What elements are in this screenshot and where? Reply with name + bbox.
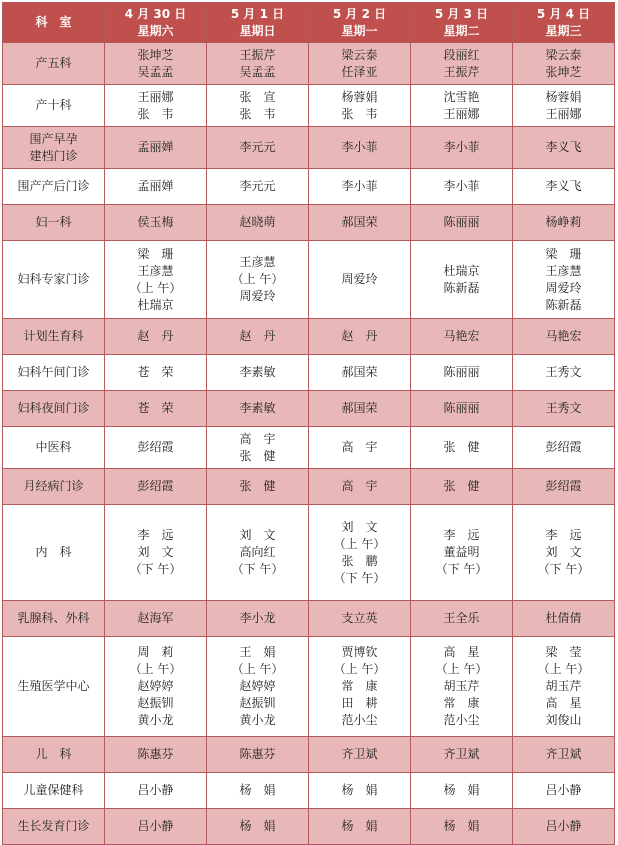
duty-cell (105, 469, 207, 505)
doctor-name: 陈丽丽 (443, 365, 480, 379)
doctor-name: （上 午） (129, 662, 182, 676)
doctor-name: 杨蓉娟 (545, 89, 582, 104)
department-name: 中医科 (35, 440, 72, 454)
duty-cell (309, 809, 411, 845)
doctor-name: 胡玉芹 (443, 679, 480, 693)
doctor-name: 王彦慧 (545, 263, 582, 278)
doctor-name: 杨 娟 (239, 783, 276, 797)
doctor-name: 李素敏 (239, 401, 276, 415)
department-name: 生殖医学中心 (17, 679, 90, 693)
doctor-name: 吴孟孟 (239, 64, 276, 79)
duty-cell (411, 469, 513, 505)
duty-cell (411, 809, 513, 845)
duty-cell (207, 391, 309, 427)
schedule-row (3, 205, 615, 241)
doctor-name: 王振芹 (443, 64, 480, 79)
schedule-row (3, 427, 615, 469)
department-name: 围产产后门诊 (17, 179, 90, 193)
doctor-name: 王全乐 (443, 611, 480, 625)
doctor-name: 梁 珊 (137, 246, 174, 261)
doctor-name: 王丽娜 (545, 106, 582, 121)
duty-cell (513, 43, 615, 85)
doctor-name: 郝国荣 (341, 215, 378, 229)
duty-cell (105, 241, 207, 319)
doctor-name: 赵振钏 (137, 696, 174, 710)
duty-cell (411, 737, 513, 773)
duty-cell (513, 85, 615, 127)
duty-cell (513, 427, 615, 469)
doctor-name: 王丽娜 (443, 106, 480, 121)
duty-cell (411, 319, 513, 355)
department-cell (3, 737, 105, 773)
duty-cell (309, 427, 411, 469)
duty-cell (105, 169, 207, 205)
doctor-name: 李 远 (137, 528, 174, 542)
duty-cell (105, 205, 207, 241)
doctor-name: 田 耕 (341, 696, 378, 710)
date-column-header (411, 3, 513, 43)
duty-cell (513, 169, 615, 205)
department-name: 月经病门诊 (23, 479, 84, 493)
duty-cell (105, 773, 207, 809)
doctor-name: 王秀文 (545, 365, 582, 379)
duty-cell (207, 637, 309, 737)
duty-cell (105, 505, 207, 601)
header-date: 5 月 4 日 (536, 6, 591, 21)
doctor-name: 彭绍霞 (137, 440, 174, 454)
doctor-name: 黄小龙 (137, 713, 174, 727)
doctor-name: 赵振钏 (239, 696, 276, 710)
duty-cell (309, 355, 411, 391)
duty-cell (411, 205, 513, 241)
department-name: 儿 科 (35, 747, 72, 761)
header-weekday: 星期六 (137, 23, 174, 38)
duty-cell (411, 127, 513, 169)
department-name: 乳腺科、外科 (17, 611, 90, 625)
schedule-row (3, 43, 615, 85)
duty-cell (207, 355, 309, 391)
doctor-name: 黄小龙 (239, 713, 276, 727)
doctor-name: 齐卫斌 (443, 747, 480, 761)
duty-cell (309, 43, 411, 85)
duty-cell (411, 169, 513, 205)
duty-cell (207, 505, 309, 601)
duty-cell (105, 85, 207, 127)
doctor-name: 侯玉梅 (137, 215, 174, 229)
schedule-row (3, 601, 615, 637)
doctor-name: 杨 娟 (341, 819, 378, 833)
doctor-name: （上 午） (231, 662, 284, 676)
doctor-name: 常 康 (341, 679, 378, 693)
doctor-name: 张 宣 (239, 89, 276, 104)
department-cell (3, 505, 105, 601)
doctor-name: 马艳宏 (443, 329, 480, 343)
doctor-name: 杨蓉娟 (341, 89, 378, 104)
doctor-name: 李义飞 (545, 140, 582, 154)
duty-cell (513, 205, 615, 241)
doctor-name: 李 远 (443, 528, 480, 542)
doctor-name: 李义飞 (545, 179, 582, 193)
duty-cell (207, 319, 309, 355)
department-name: 妇科夜间门诊 (17, 401, 90, 415)
doctor-name: 李小菲 (443, 179, 480, 193)
department-name: 建档门诊 (29, 148, 78, 163)
duty-cell (105, 737, 207, 773)
doctor-name: 彭绍霞 (545, 479, 582, 493)
duty-cell (411, 427, 513, 469)
doctor-name: 陈新磊 (443, 280, 480, 295)
doctor-name: 吕小静 (137, 819, 174, 833)
header-date: 4 月 30 日 (124, 6, 187, 21)
duty-cell (207, 169, 309, 205)
doctor-name: 张 健 (239, 448, 276, 463)
doctor-name: 周 莉 (137, 645, 174, 659)
doctor-name: 高 宇 (239, 431, 276, 446)
duty-cell (513, 127, 615, 169)
department-name: 妇科专家门诊 (17, 272, 90, 286)
schedule-row (3, 127, 615, 169)
header-weekday: 星期三 (545, 23, 582, 38)
header-date: 5 月 1 日 (230, 6, 285, 21)
department-cell (3, 469, 105, 505)
department-name: 妇科午间门诊 (17, 365, 90, 379)
doctor-name: 郝国荣 (341, 365, 378, 379)
doctor-name: 赵 丹 (137, 329, 174, 343)
doctor-name: 周爱玲 (341, 272, 378, 286)
doctor-name: 杨 娟 (341, 783, 378, 797)
doctor-name: （上 午） (333, 662, 386, 676)
doctor-name: 陈丽丽 (443, 215, 480, 229)
duty-cell (411, 391, 513, 427)
doctor-name: 周爱玲 (545, 280, 582, 295)
duty-cell (309, 169, 411, 205)
doctor-name: 李小菲 (443, 140, 480, 154)
duty-cell (411, 43, 513, 85)
duty-cell (105, 355, 207, 391)
doctor-name: 王秀文 (545, 401, 582, 415)
duty-schedule-table (2, 2, 615, 845)
doctor-name: 郝国荣 (341, 401, 378, 415)
doctor-name: 孟丽婵 (137, 179, 174, 193)
doctor-name: 梁 莹 (545, 645, 582, 659)
schedule-row (3, 469, 615, 505)
duty-cell (105, 319, 207, 355)
doctor-name: 刘 文 (239, 528, 276, 542)
doctor-name: （下 午） (537, 562, 590, 576)
duty-cell (411, 85, 513, 127)
duty-cell (207, 809, 309, 845)
duty-cell (105, 809, 207, 845)
duty-cell (105, 391, 207, 427)
duty-cell (207, 241, 309, 319)
duty-cell (309, 127, 411, 169)
doctor-name: 李小菲 (341, 179, 378, 193)
schedule-row (3, 809, 615, 845)
duty-cell (309, 601, 411, 637)
department-cell (3, 43, 105, 85)
doctor-name: 刘 文 (341, 519, 378, 534)
doctor-name: 苍 荣 (137, 365, 174, 379)
doctor-name: 张 韦 (137, 106, 174, 121)
doctor-name: 高 宇 (341, 479, 378, 493)
schedule-body (3, 43, 615, 845)
department-name: 产十科 (35, 98, 72, 112)
duty-cell (207, 85, 309, 127)
duty-cell (207, 127, 309, 169)
duty-cell (513, 601, 615, 637)
doctor-name: 刘俊山 (545, 713, 582, 727)
duty-cell (309, 637, 411, 737)
schedule-row (3, 169, 615, 205)
duty-cell (105, 601, 207, 637)
doctor-name: 张坤芝 (545, 64, 582, 79)
department-cell (3, 169, 105, 205)
department-cell (3, 637, 105, 737)
doctor-name: 高 星 (545, 696, 582, 710)
schedule-row (3, 737, 615, 773)
doctor-name: 吕小静 (545, 783, 582, 797)
duty-cell (207, 43, 309, 85)
duty-cell (513, 241, 615, 319)
department-cell (3, 427, 105, 469)
date-column-header (513, 3, 615, 43)
doctor-name: 孟丽婵 (137, 140, 174, 154)
duty-cell (309, 773, 411, 809)
department-cell (3, 391, 105, 427)
doctor-name: 赵海军 (137, 611, 174, 625)
doctor-name: 吴孟孟 (137, 64, 174, 79)
doctor-name: 陈惠芬 (137, 747, 174, 761)
schedule-row (3, 241, 615, 319)
doctor-name: 梁云泰 (545, 47, 582, 62)
duty-cell (105, 637, 207, 737)
doctor-name: （上 午） (333, 536, 386, 551)
doctor-name: 支立英 (341, 611, 378, 625)
duty-cell (513, 319, 615, 355)
duty-cell (411, 241, 513, 319)
doctor-name: 张 韦 (239, 106, 276, 121)
doctor-name: 赵 丹 (341, 329, 378, 343)
doctor-name: 杨 娟 (239, 819, 276, 833)
duty-cell (513, 469, 615, 505)
date-column-header (105, 3, 207, 43)
doctor-name: 杜瑞京 (443, 263, 480, 278)
doctor-name: 赵婷婷 (239, 679, 276, 693)
doctor-name: 高 宇 (341, 440, 378, 454)
doctor-name: 王彦慧 (137, 263, 174, 278)
schedule-row (3, 319, 615, 355)
doctor-name: 胡玉芹 (545, 679, 582, 693)
doctor-name: 张 健 (239, 479, 276, 493)
duty-cell (513, 737, 615, 773)
duty-cell (411, 355, 513, 391)
header-weekday: 星期日 (239, 23, 276, 38)
department-name: 生长发育门诊 (17, 819, 90, 833)
duty-cell (309, 737, 411, 773)
doctor-name: （上 午） (231, 272, 284, 286)
duty-cell (207, 773, 309, 809)
doctor-name: （上 午） (537, 662, 590, 676)
schedule-row (3, 637, 615, 737)
duty-cell (513, 809, 615, 845)
duty-cell (309, 505, 411, 601)
department-name: 妇一科 (35, 215, 72, 229)
department-cell (3, 773, 105, 809)
duty-cell (309, 241, 411, 319)
doctor-name: 彭绍霞 (545, 440, 582, 454)
doctor-name: 周爱玲 (239, 289, 276, 303)
doctor-name: 李小龙 (239, 611, 276, 625)
doctor-name: （下 午） (231, 562, 284, 576)
duty-cell (411, 637, 513, 737)
doctor-name: （上 午） (129, 280, 182, 295)
doctor-name: 齐卫斌 (545, 747, 582, 761)
doctor-name: 任泽亚 (341, 64, 378, 79)
department-name: 儿童保健科 (23, 783, 84, 797)
doctor-name: 王振芹 (239, 47, 276, 62)
doctor-name: 杨峥莉 (545, 215, 582, 229)
schedule-row (3, 773, 615, 809)
duty-cell (513, 637, 615, 737)
duty-cell (513, 505, 615, 601)
doctor-name: （下 午） (333, 570, 386, 585)
doctor-name: （下 午） (129, 562, 182, 576)
duty-cell (207, 737, 309, 773)
doctor-name: 彭绍霞 (137, 479, 174, 493)
header-date: 5 月 2 日 (332, 6, 387, 21)
doctor-name: 段丽红 (443, 47, 480, 62)
department-name: 计划生育科 (23, 329, 84, 343)
doctor-name: 赵晓萌 (239, 215, 276, 229)
doctor-name: 张 鹏 (341, 553, 378, 568)
doctor-name: 齐卫斌 (341, 747, 378, 761)
doctor-name: 范小尘 (341, 713, 378, 727)
doctor-name: 张 健 (443, 479, 480, 493)
doctor-name: 高 星 (443, 645, 480, 659)
duty-cell (105, 427, 207, 469)
department-cell (3, 809, 105, 845)
doctor-name: 吕小静 (545, 819, 582, 833)
doctor-name: 张坤芝 (137, 47, 174, 62)
doctor-name: 赵 丹 (239, 329, 276, 343)
duty-cell (309, 469, 411, 505)
header-weekday: 星期二 (443, 23, 480, 38)
doctor-name: 董益明 (443, 545, 480, 559)
doctor-name: 陈新磊 (545, 297, 582, 312)
doctor-name: 杨 娟 (443, 819, 480, 833)
department-name: 围产早孕 (29, 131, 78, 146)
doctor-name: 刘 文 (545, 545, 582, 559)
doctor-name: 贾博钦 (341, 645, 378, 659)
header-date: 5 月 3 日 (434, 6, 489, 21)
department-name: 内 科 (35, 545, 72, 559)
duty-cell (513, 391, 615, 427)
department-cell (3, 355, 105, 391)
doctor-name: 梁 珊 (545, 246, 582, 261)
doctor-name: 范小尘 (443, 713, 480, 727)
doctor-name: 常 康 (443, 696, 480, 710)
doctor-name: 马艳宏 (545, 329, 582, 343)
schedule-row (3, 85, 615, 127)
department-cell (3, 319, 105, 355)
dept-column-header: 科 室 (3, 3, 105, 43)
header-row (3, 3, 615, 43)
department-cell (3, 601, 105, 637)
doctor-name: （上 午） (435, 662, 488, 676)
doctor-name: 王 娟 (239, 645, 276, 659)
doctor-name: 杨 娟 (443, 783, 480, 797)
duty-cell (105, 127, 207, 169)
duty-cell (309, 205, 411, 241)
doctor-name: 苍 荣 (137, 401, 174, 415)
doctor-name: 王丽娜 (137, 89, 174, 104)
doctor-name: 李小菲 (341, 140, 378, 154)
header-weekday: 星期一 (341, 23, 378, 38)
doctor-name: 李素敏 (239, 365, 276, 379)
doctor-name: （下 午） (435, 562, 488, 576)
duty-cell (411, 601, 513, 637)
doctor-name: 张 韦 (341, 106, 378, 121)
duty-cell (513, 355, 615, 391)
schedule-row (3, 391, 615, 427)
doctor-name: 梁云泰 (341, 47, 378, 62)
duty-cell (309, 391, 411, 427)
doctor-name: 陈丽丽 (443, 401, 480, 415)
doctor-name: 杜倩倩 (545, 611, 582, 625)
duty-cell (309, 319, 411, 355)
doctor-name: 刘 文 (137, 545, 174, 559)
doctor-name: 吕小静 (137, 783, 174, 797)
doctor-name: 李 远 (545, 528, 582, 542)
duty-cell (207, 601, 309, 637)
doctor-name: 沈雪艳 (443, 89, 480, 104)
doctor-name: 张 健 (443, 440, 480, 454)
duty-cell (309, 85, 411, 127)
date-column-header (309, 3, 411, 43)
schedule-row (3, 355, 615, 391)
doctor-name: 王彦慧 (239, 255, 276, 269)
doctor-name: 高向红 (239, 545, 276, 559)
department-cell (3, 205, 105, 241)
doctor-name: 杜瑞京 (137, 297, 174, 312)
doctor-name: 陈惠芬 (239, 747, 276, 761)
department-name: 产五科 (35, 56, 72, 70)
duty-cell (411, 773, 513, 809)
schedule-row (3, 505, 615, 601)
duty-cell (105, 43, 207, 85)
doctor-name: 李元元 (239, 140, 276, 154)
date-column-header (207, 3, 309, 43)
duty-cell (411, 505, 513, 601)
duty-cell (207, 427, 309, 469)
doctor-name: 李元元 (239, 179, 276, 193)
department-cell (3, 85, 105, 127)
doctor-name: 赵婷婷 (137, 679, 174, 693)
duty-cell (207, 205, 309, 241)
duty-cell (513, 773, 615, 809)
duty-cell (207, 469, 309, 505)
department-cell (3, 241, 105, 319)
department-cell (3, 127, 105, 169)
